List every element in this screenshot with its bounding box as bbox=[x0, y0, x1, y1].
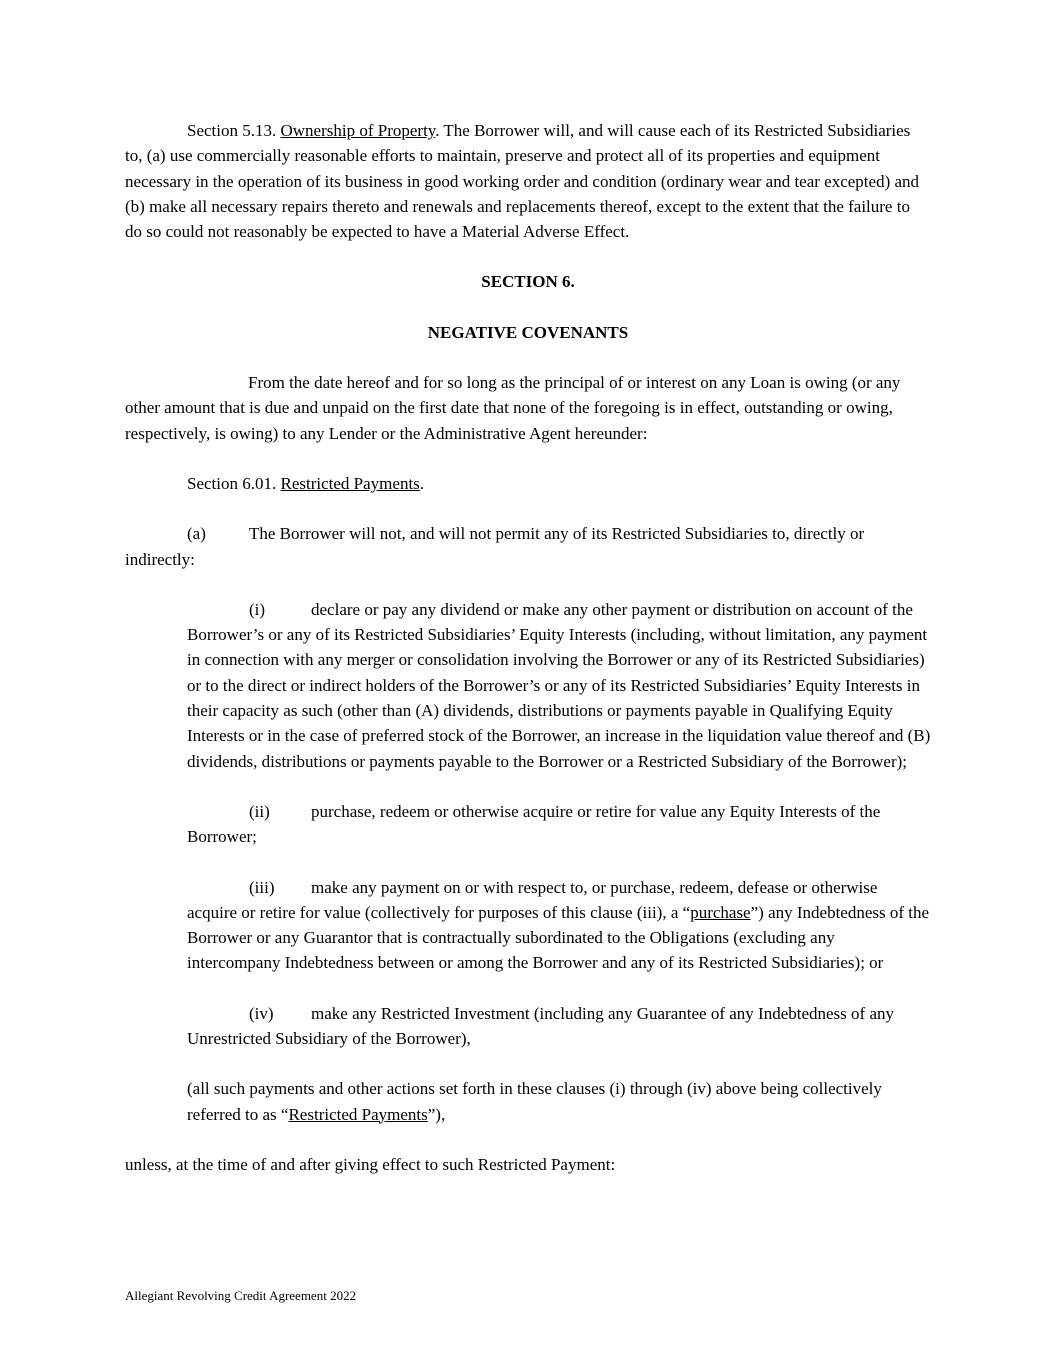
heading-section-6: SECTION 6. bbox=[481, 272, 575, 292]
clause-i-text: declare or pay any dividend or make any other payment or distribution on account of the Borrower’s or any of its Restricted Subsidiaries’ Equity Interests (including, without limitation, any payment in connection with any merger or consolidation involving the Borrower or any of its Restricted Subsidiaries) or to the direct or indirect holders of the Borrower’s or any of its Restricted Subsidiaries’ Equity Interests in their capacity as such (other than (A) dividends, distributions or payments payable in Qualifying Equity Interests or in the case of preferred stock of the Borrower, an increase in the liquidation value thereof and (B) dividends, distributions or payments payable to the Borrower or a Restricted Subsidiary of the Borrower); bbox=[187, 599, 931, 771]
wrapup-text-2: ”), bbox=[427, 1104, 446, 1124]
clause-i bbox=[187, 597, 931, 774]
document-content bbox=[125, 118, 931, 1202]
clause-a-marker: (a) bbox=[187, 524, 206, 544]
clause-iii-purchase-term: purchase bbox=[690, 902, 751, 922]
para-section-5-13 bbox=[125, 118, 931, 244]
section-5-13-title: Ownership of Property bbox=[280, 121, 436, 140]
wrapup-text-1: (all such payments and other actions set forth in these clauses (i) through (iv) above being collectively referred to as “ bbox=[187, 1079, 882, 1124]
clause-ii bbox=[187, 799, 931, 850]
clause-iv bbox=[187, 1001, 931, 1052]
clause-iii-text-2: ”) any Indebtedness of the Borrower or any Guarantor that is contractually subordinated to the Obligations (excluding any intercompany Indebtedness between or among the Borrower and any of its Restricted Subsidiaries); or bbox=[187, 902, 930, 973]
clause-iii-text-1: make any payment on or with respect to, or purchase, redeem, defease or otherwise acquire or retire for value (collectively for purposes of this clause (iii), a “ bbox=[187, 877, 878, 922]
clause-ii-marker: (ii) bbox=[249, 801, 270, 821]
section-5-13-label: Section 5.13. bbox=[187, 121, 281, 140]
section-6-01-tail: . bbox=[419, 473, 425, 493]
clause-i-marker: (i) bbox=[249, 599, 266, 619]
section-6-01-label: Section 6.01. bbox=[187, 473, 281, 493]
para-section-6-01 bbox=[125, 471, 931, 496]
wrapup-restricted-payments-term: Restricted Payments bbox=[288, 1104, 428, 1124]
para-preamble: From the date hereof and for so long as the principal of or interest on any Loan is owing (or any other amount that is due and unpaid on the first date that none of the foregoing is in effect, outstanding or owing, respectively, is owing) to any Lender or the Administrative Agent hereunder: bbox=[125, 373, 901, 443]
para-unless: unless, at the time of and after giving effect to such Restricted Payment: bbox=[125, 1154, 616, 1174]
clause-iv-marker: (iv) bbox=[249, 1003, 274, 1023]
clause-iv-text: make any Restricted Investment (including any Guarantee of any Indebtedness of any Unrestricted Subsidiary of the Borrower), bbox=[187, 1003, 894, 1049]
clause-ii-text: purchase, redeem or otherwise acquire or retire for value any Equity Interests of the Borrower; bbox=[187, 801, 881, 847]
heading-negative-covenants: NEGATIVE COVENANTS bbox=[427, 322, 629, 342]
section-5-13-body: . The Borrower will, and will cause each of its Restricted Subsidiaries to, (a) use commercially reasonable efforts to maintain, preserve and protect all of its properties and equipment necessary in the operation of its business in good working order and condition (ordinary wear and tear excepted) and (b) make all necessary repairs thereto and renewals and replacements thereof, except to the extent that the failure to do so could not reasonably be expected to have a Material Adverse Effect. bbox=[125, 121, 920, 242]
section-6-01-title: Restricted Payments bbox=[280, 473, 420, 493]
clause-a-text: The Borrower will not, and will not permit any of its Restricted Subsidiaries to, directly or indirectly: bbox=[125, 524, 865, 569]
para-wrapup bbox=[187, 1076, 931, 1127]
clause-iii-marker: (iii) bbox=[249, 877, 275, 897]
page-footer: Allegiant Revolving Credit Agreement 2022 bbox=[125, 1288, 357, 1303]
clause-iii bbox=[187, 875, 931, 976]
para-clause-a bbox=[125, 521, 931, 572]
